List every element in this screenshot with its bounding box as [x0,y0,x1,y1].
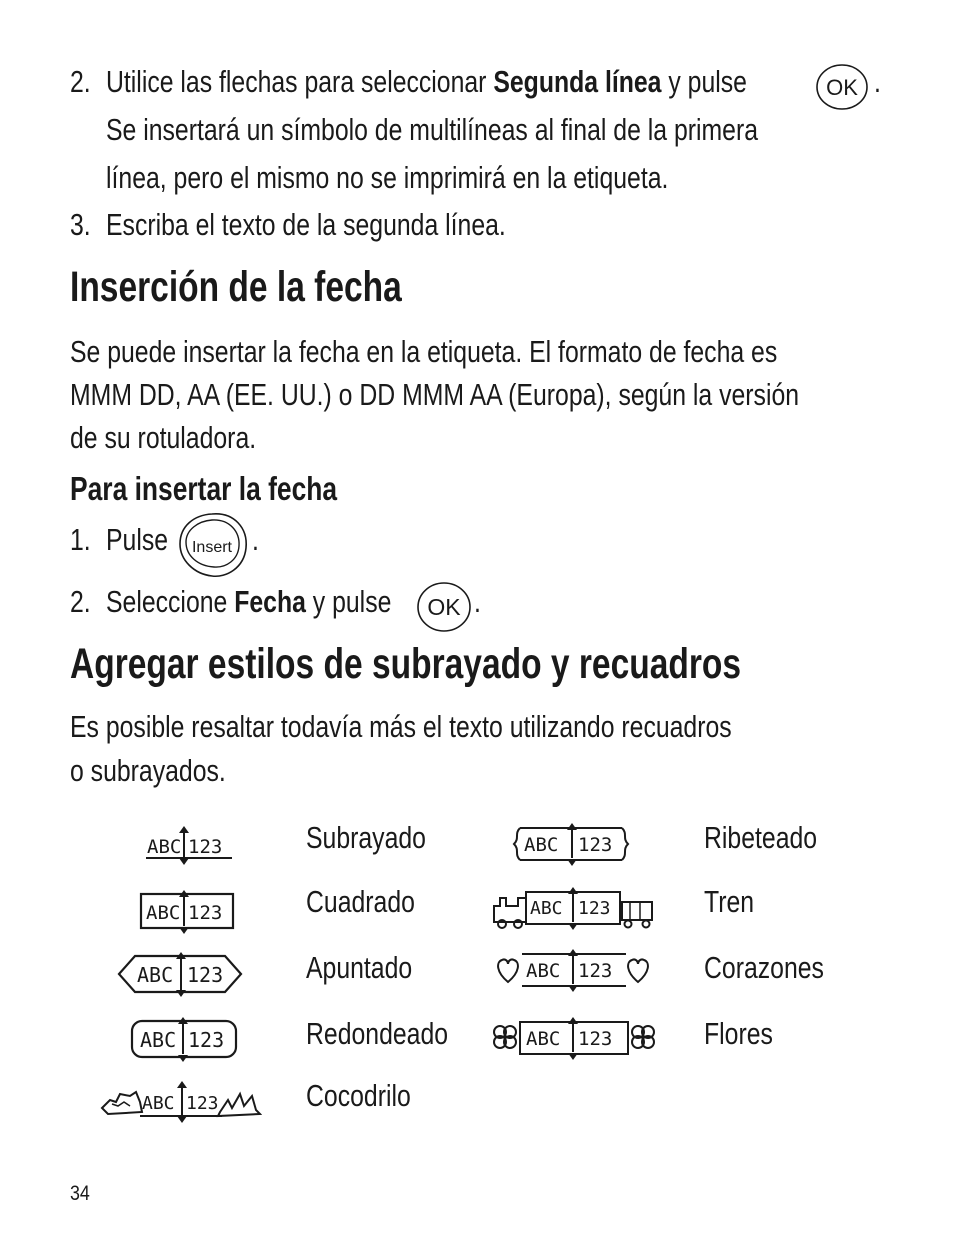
step-text-line2: Se insertará un símbolo de multilíneas al final de la primera [106,112,759,147]
flowers-style-icon [490,1014,658,1062]
step-text-pre: Seleccione [106,584,235,619]
step-tail: . [252,522,259,557]
style-label-redondeado: Redondeado [306,1016,449,1051]
step-tail: . [874,64,881,99]
style-label-flores: Flores [704,1016,773,1051]
svg-text:123: 123 [578,1028,613,1050]
svg-text:123: 123 [187,963,224,987]
style-label-tren: Tren [704,884,755,919]
insert-button-icon [176,510,252,580]
step-text-pre: Utilice las flechas para seleccionar [106,64,494,99]
step-number: 3. [70,207,91,242]
step-text: Pulse [106,522,169,557]
style-label-ribeteado: Ribeteado [704,820,818,855]
crocodile-style-icon [100,1078,262,1124]
step-text [106,582,391,622]
ok-button-label: OK [826,75,858,100]
svg-text:123: 123 [188,836,223,858]
hearts-style-icon [494,948,654,994]
underline-style-icon [140,822,240,868]
step-text-post: y pulse [305,584,392,619]
svg-text:ABC: ABC [140,1028,177,1052]
body-line: Es posible resaltar todavía más el texto utilizando recuadros [70,709,732,744]
body-line: Se puede insertar la fecha en la etiqueta. El formato de fecha es [70,334,778,369]
ok-button-icon [815,62,870,112]
step-text: Escriba el texto de la segunda línea. [106,207,506,242]
svg-text:ABC: ABC [530,898,563,919]
step-text-bold: Segunda línea [493,64,662,99]
style-label-subrayado: Subrayado [306,820,426,855]
svg-text:ABC: ABC [137,963,174,987]
page-number: 34 [70,1182,90,1205]
pointed-box-style-icon [115,950,247,998]
scalloped-style-icon [506,820,636,868]
body-line: de su rotuladora. [70,420,257,455]
svg-text:ABC: ABC [142,1093,175,1114]
step-text-post: y pulse [661,64,747,99]
svg-text:123: 123 [578,960,613,982]
svg-text:ABC: ABC [526,960,561,982]
svg-text:123: 123 [188,902,223,924]
svg-text:ABC: ABC [146,902,181,924]
rounded-box-style-icon [128,1014,240,1064]
svg-text:ABC: ABC [524,834,559,856]
step-text-line3: línea, pero el mismo no se imprimirá en la etiqueta. [106,160,669,195]
step-text-bold: Fecha [234,584,306,619]
section-title: Agregar estilos de subrayado y recuadros [70,640,742,688]
step-tail: . [474,584,481,619]
style-label-apuntado: Apuntado [306,950,413,985]
subsection-title: Para insertar la fecha [70,470,338,507]
ok-button-icon [415,580,473,634]
insert-button-label: Insert [191,539,233,556]
square-box-style-icon [138,888,238,936]
step-number: 1. [70,522,91,557]
svg-text:ABC: ABC [526,1028,561,1050]
step-text [106,62,747,102]
step-number: 2. [70,584,91,619]
train-style-icon [490,884,656,934]
svg-text:123: 123 [578,834,613,856]
body-line: o subrayados. [70,753,226,788]
step-number: 2. [70,64,91,99]
ok-button-label: OK [427,594,461,620]
style-label-corazones: Corazones [704,950,824,985]
svg-text:123: 123 [188,1028,225,1052]
svg-text:123: 123 [186,1093,219,1114]
svg-text:ABC: ABC [147,836,182,858]
style-label-cocodrilo: Cocodrilo [306,1078,411,1113]
body-line: MMM DD, AA (EE. UU.) o DD MMM AA (Europa), según la versión [70,377,800,412]
section-title: Inserción de la fecha [70,263,402,311]
style-label-cuadrado: Cuadrado [306,884,415,919]
svg-text:123: 123 [578,898,611,919]
